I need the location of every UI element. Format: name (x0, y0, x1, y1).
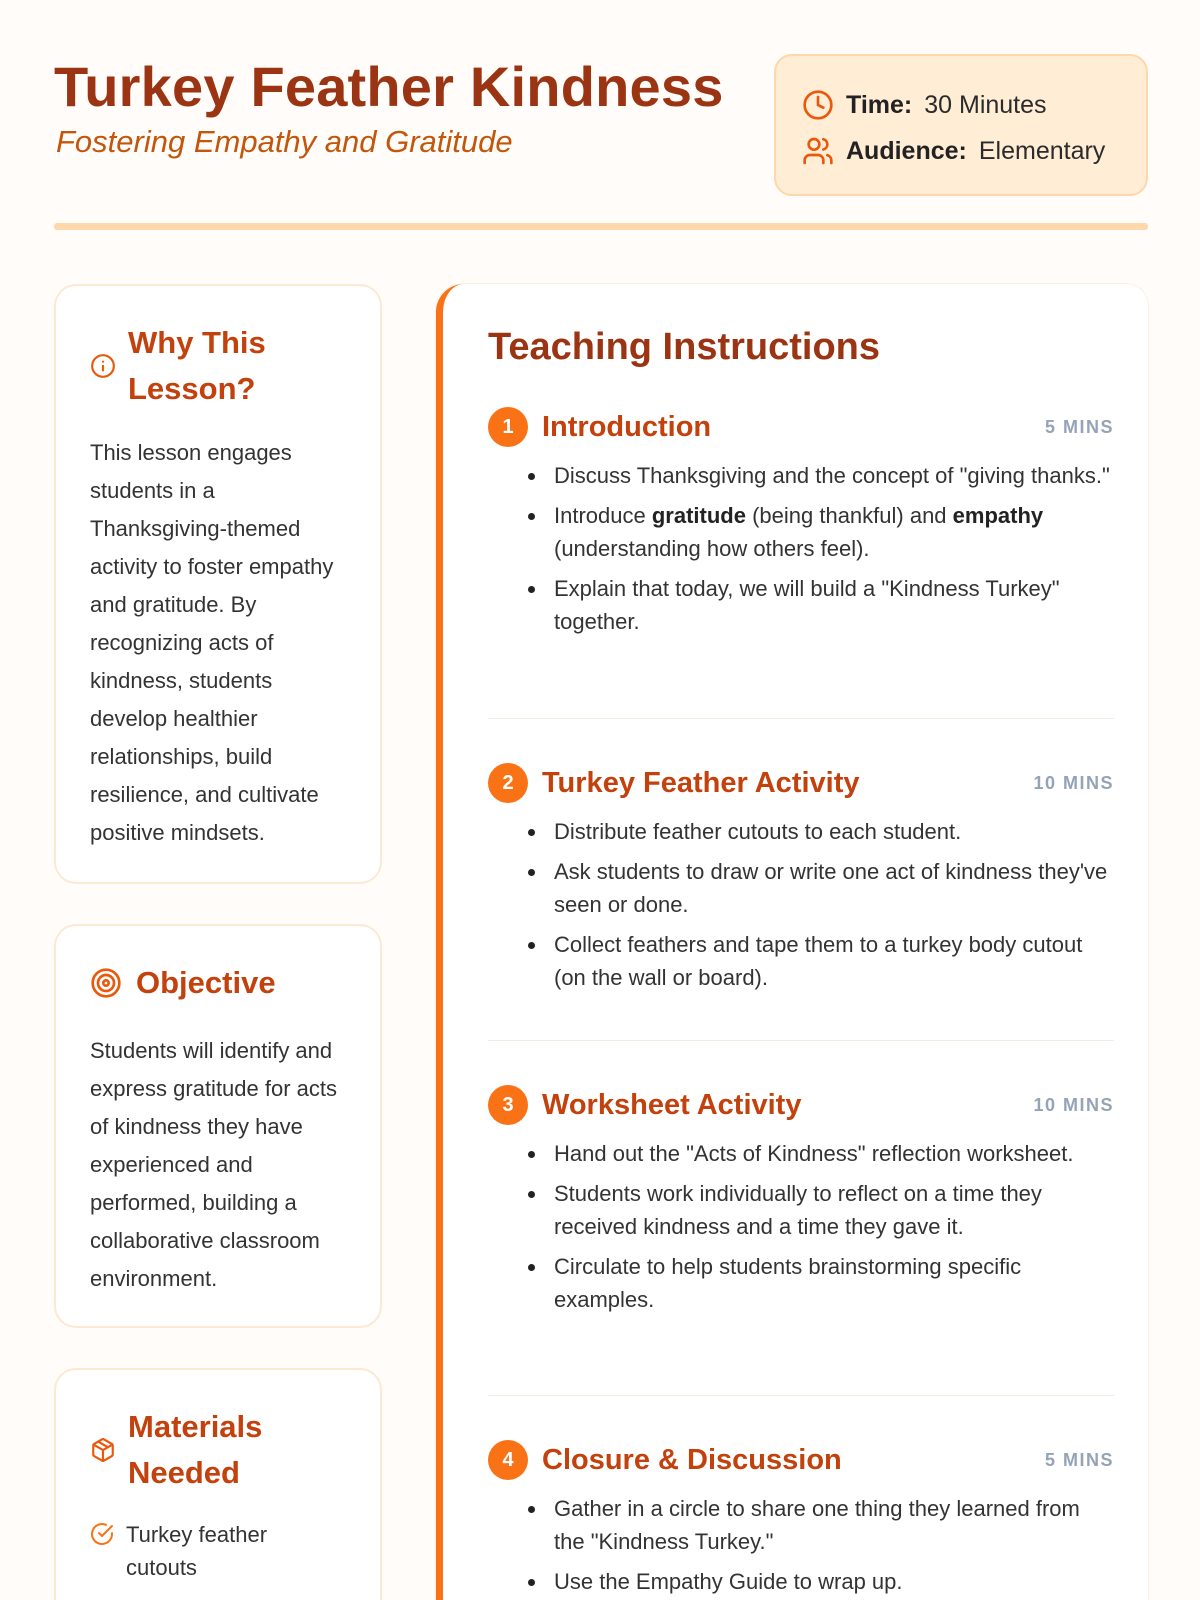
step-introduction (488, 407, 1114, 645)
step-duration: 10 MINS (1033, 1095, 1114, 1115)
step-bullets (488, 459, 1114, 638)
step-divider (488, 1395, 1114, 1396)
step-number-badge: 3 (488, 1085, 528, 1125)
step-duration: 5 MINS (1044, 1450, 1114, 1470)
step-divider (488, 718, 1114, 719)
step-divider (488, 1040, 1114, 1041)
why-lesson-header (90, 320, 266, 412)
step-header (488, 407, 1114, 447)
time-value: 30 Minutes (924, 90, 1047, 119)
audience-value: Elementary (978, 136, 1106, 165)
objective-header (90, 960, 276, 1006)
time-label: Time: (846, 90, 913, 119)
why-lesson-title-line1: Why This (128, 325, 266, 360)
material-item (90, 1518, 360, 1584)
audience-row (802, 128, 1146, 174)
step-duration: 5 MINS (1044, 417, 1114, 437)
step-duration: 10 MINS (1033, 773, 1114, 793)
materials-title-line2: Needed (128, 1455, 240, 1490)
teaching-instructions-panel (436, 284, 1148, 1600)
page-subtitle: Fostering Empathy and Gratitude (56, 124, 513, 159)
bullet-item: Explain that today, we will build a "Kindness Turkey" together. (528, 572, 1114, 638)
target-icon (90, 967, 122, 999)
step-number-badge: 1 (488, 407, 528, 447)
bullet-item: Discuss Thanksgiving and the concept of "giving thanks." (528, 459, 1114, 492)
check-circle-icon (90, 1522, 114, 1546)
bullet-item: Ask students to draw or write one act of kindness they've seen or done. (528, 855, 1114, 921)
materials-title-line1: Materials (128, 1409, 263, 1444)
bullet-item: Introduce gratitude (being thankful) and empathy (understanding how others feel). (528, 499, 1114, 565)
term-empathy: empathy (952, 503, 1044, 528)
term-gratitude: gratitude (651, 503, 746, 528)
objective-body: Students will identify and express gratitude for acts of kindness they have experienced and performed, building a collaborative classroom environment. (90, 1038, 338, 1291)
bullet-item: Use the Empathy Guide to wrap up. (528, 1565, 1114, 1598)
step-title: Turkey Feather Activity (542, 767, 860, 799)
why-lesson-body: This lesson engages students in a Thanksgiving-themed activity to foster empathy and gratitude. By recognizing acts of kindness, students develop healthier relationships, build resilience, and cultivate positive mindsets. (90, 440, 334, 845)
bullet-item: Students work individually to reflect on a time they received kindness and a time they gave it. (528, 1177, 1114, 1243)
audience-label: Audience: (846, 136, 967, 165)
objective-card (54, 924, 382, 1328)
bullet-item: Hand out the "Acts of Kindness" reflection worksheet. (528, 1137, 1114, 1170)
package-icon (90, 1437, 116, 1463)
step-worksheet-activity (488, 1085, 1114, 1323)
step-closure-discussion (488, 1440, 1114, 1600)
header (54, 52, 1148, 202)
step-number-badge: 4 (488, 1440, 528, 1480)
materials-header (90, 1404, 262, 1496)
info-icon (90, 353, 116, 379)
header-divider (54, 223, 1148, 230)
step-number-badge: 2 (488, 763, 528, 803)
why-lesson-title-line2: Lesson? (128, 371, 256, 406)
bullet-item: Collect feathers and tape them to a turkey body cutout (on the wall or board). (528, 928, 1114, 994)
step-title: Introduction (542, 411, 712, 443)
objective-title: Objective (136, 965, 276, 1000)
clock-icon (802, 89, 834, 121)
step-bullets (488, 1137, 1114, 1316)
users-icon (802, 135, 834, 167)
step-turkey-feather-activity (488, 763, 1114, 1001)
bullet-item: Gather in a circle to share one thing they learned from the "Kindness Turkey." (528, 1492, 1114, 1558)
instructions-title: Teaching Instructions (488, 326, 881, 368)
lesson-meta-box (774, 54, 1148, 196)
step-header (488, 1440, 1114, 1480)
why-lesson-card (54, 284, 382, 884)
step-bullets (488, 1492, 1114, 1598)
materials-card (54, 1368, 382, 1600)
step-title: Closure & Discussion (542, 1444, 842, 1476)
step-header (488, 763, 1114, 803)
bullet-item: Circulate to help students brainstorming specific examples. (528, 1250, 1114, 1316)
step-bullets (488, 815, 1114, 994)
time-row (802, 82, 1146, 128)
bullet-item: Distribute feather cutouts to each student. (528, 815, 1114, 848)
page-title: Turkey Feather Kindness (54, 55, 724, 118)
step-title: Worksheet Activity (542, 1089, 802, 1121)
material-item-label: Turkey feather cutouts (126, 1522, 268, 1580)
step-header (488, 1085, 1114, 1125)
